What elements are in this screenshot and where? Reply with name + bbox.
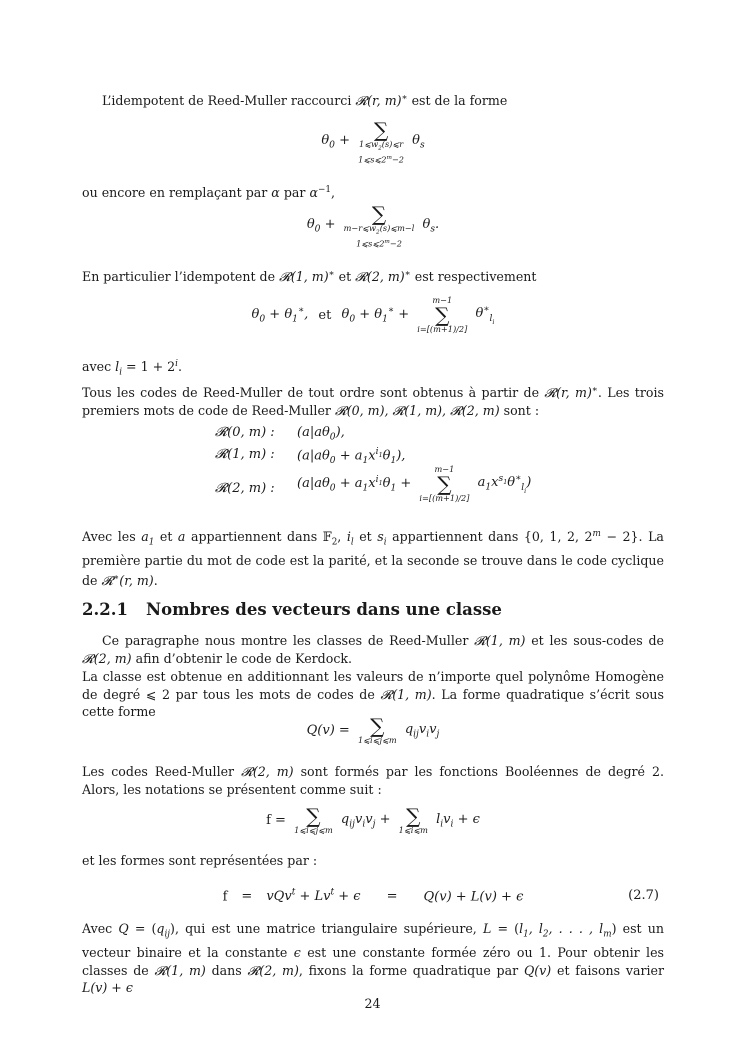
- codeword-list: 𝓡(0, m) : $(a|a\theta_0)$, 𝓡(1, m) : $(a|a\theta_0 + a_1x^{i_1}\theta_1)$, 𝓡(2, m) : ($a|a\theta_0 + a_1x^{i_1}\theta_1$ + m−1 ∑ i=[(m+1)/2] $a_1x^{s_1}\theta^∗_{l_i}$): [215, 425, 532, 503]
- page-number: 24: [364, 996, 381, 1011]
- paragraph-avec-li: avec $l_i = 1 + 2^i$. Tous les codes de Reed-Muller de tout ordre sont obtenus à partir de 𝓡(r, m)∗. Les trois premiers mots de code de Reed-Muller 𝓡(0, m), 𝓡(1, m), 𝓡(2, m) sont :: [82, 359, 664, 419]
- equation-number: (2.7): [628, 888, 659, 903]
- paragraph-les-codes-rm: Les codes Reed-Muller 𝓡(2, m) sont formés par les fonctions Booléennes de degré 2. Alors, les notations se présentent comme suit :: [82, 764, 664, 797]
- paragraph-avec-les: Avec les $a_1$ et a appartiennent dans 𝔽$_2$, $i_l$ et $s_i$ appartiennent dans {0, 1, 2, $2^m - 2$}. La première partie du mot de code est la parité, et la seconde se trouve dans le code cyclique de 𝓡∗(r, m).: [82, 529, 664, 589]
- equation-idempotents: $\theta_0 + \theta_1^∗$, et $\theta_0 + \theta_1^∗$ + m−1 ∑ i=[(m+1)/2] $\theta^∗_{l_i}$: [251, 295, 495, 334]
- equation-f-definition: f = ∑ 1⩽i⩽j⩽m $q_{ij}v_iv_j$ + ∑ 1⩽i⩽m $l_iv_i + \epsilon$: [266, 804, 480, 835]
- equation-sum-theta-s-alt: $\theta_0$ + ∑ $m-r⩽w_2(s)⩽m-l$ $1⩽s⩽2^m-2$ $\theta_s$.: [306, 202, 440, 249]
- equation-sum-theta-s: $\theta_0$ + ∑ $1⩽w_2(s)⩽r$ $1⩽s⩽2^m-2$ $\theta_s$: [321, 118, 425, 165]
- paragraph-avec-q: Avec $Q = (q_{ij})$, qui est une matrice triangulaire supérieure, $L = (l_1$, $l_2$, . . . , $l_m$) est un vecteur binaire et la constante ϵ est une constante formée zéro ou 1. Pour obtenir les classes de 𝓡(1, m) dans 𝓡(2, m), fixons la forme quadratique par Q(v) et faisons varier L(v) + ϵ: [82, 921, 665, 996]
- paragraph-et-les-formes: et les formes sont représentées par :: [82, 853, 318, 868]
- paragraph-ce-paragraphe: Ce paragraphe nous montre les classes de Reed-Muller 𝓡(1, m) et les sous-codes de 𝓡(2, m) afin d’obtenir le code de Kerdock.: [82, 633, 664, 666]
- equation-2-7: $f = vQv^t + Lv^t + \epsilon = Q(v) + L(v) + \epsilon$: [222, 888, 524, 905]
- equation-quadratic-form: Q(v) = ∑ 1⩽i⩽j⩽m $q_{ij}v_iv_j$: [306, 714, 440, 745]
- paragraph-intro: L’idempotent de Reed-Muller raccourci 𝓡(r, m)∗ est de la forme: [102, 93, 508, 109]
- section-heading: 2.2.1 Nombres des vecteurs dans une classe: [82, 600, 502, 619]
- paragraph-alpha: ou encore en remplaçant par α par $\alpha^{-1}$,: [82, 185, 335, 201]
- paragraph-particulier: En particulier l’idempotent de 𝓡(1, m)∗ et 𝓡(2, m)∗ est respectivement: [82, 269, 537, 285]
- paragraph-la-classe: La classe est obtenue en additionnant les valeurs de n’importe quel polynôme Homogène de degré ⩽ 2 par tous les mots de codes de 𝓡(1, m). La forme quadratique s’écrit sous cette forme: [82, 669, 665, 720]
